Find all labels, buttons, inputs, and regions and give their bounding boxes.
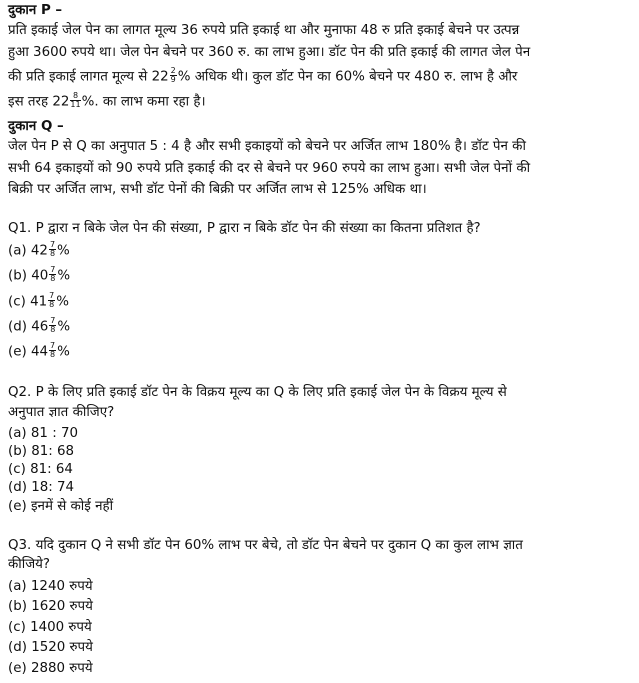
shop-p-line-4-post: %. का लाभ कमा रहा है। [81,94,206,110]
shop-q-heading: दुकान Q – [8,119,64,134]
shop-p-line-1: प्रति इकाई जेल पेन का लागत मूल्य 36 रुपये प्रति इकाई था और मुनाफा 48 रु प्रति इकाई बेचने पर उत्पन्न [8,23,520,38]
q2-option-d: (d) 18: 74 [8,480,75,495]
q3-text-line-2: कीजिये? [8,557,51,572]
fraction-7-8: $\frac{7}{8}$ [49,240,56,258]
fraction-7-8: $\frac{7}{8}$ [50,316,56,334]
q2-option-b: (b) 81: 68 [8,444,75,459]
q2-option-e: (e) इनमें से कोई नहीं [8,499,114,514]
q3-option-c: (c) 1400 रुपये [8,620,92,635]
shop-q-line-2: सभी 64 इकाइयों को 90 रुपये प्रति इकाई की दर से बेचने पर 960 रुपये का लाभ हुआ। सभी जेल पेनों की [8,161,531,176]
fraction-2-9: $\frac{2}{9}$ [170,66,176,84]
q3-option-d: (d) 1520 रुपये [8,640,93,655]
shop-p-line-3 [8,68,517,87]
q2-text-line-1: Q2. P के लिए प्रति इकाई डॉट पेन के विक्रय मूल्य का Q के लिए प्रति इकाई जेल पेन के विक्रय मूल्य से [8,385,507,400]
q2-text-line-2: अनुपात ज्ञात कीजिए? [8,405,115,420]
fraction-7-8: $\frac{7}{8}$ [49,291,55,309]
shop-p-line-4-pre: इस तरह 22 [8,94,70,110]
shop-p-line-3-post: % अधिक थी। कुल डॉट पेन का 60% बेचने पर 480 रु. लाभ है और [177,69,518,85]
shop-p-heading: दुकान P – [8,3,63,18]
q2-option-a: (a) 81 : 70 [8,426,79,441]
q1-text: Q1. P द्वारा न बिके जेल पेन की संख्या, P द्वारा न बिके डॉट पेन की संख्या का कितना प्रतिशत है? [8,221,481,236]
fraction-7-8: $\frac{7}{8}$ [50,265,56,283]
q1-option-b: (b) 40 $\frac{7}{8}$ % [8,265,71,284]
q3-text-line-1: Q3. यदि दुकान Q ने सभी डॉट पेन 60% लाभ पर बेचे, तो डॉट पेन बेचने पर दुकान Q का कुल लाभ ज्ञात [8,538,523,553]
q1-option-d: (d) 46 $\frac{7}{8}$ % [8,316,71,335]
q3-option-e: (e) 2880 रुपये [8,661,93,676]
shop-p-line-2: हुआ 3600 रुपये था। जेल पेन बेचने पर 360 रु. का लाभ हुआ। डॉट पेन की प्रति इकाई की लागत जेल पेन [8,45,531,60]
shop-q-line-1: जेल पेन P से Q का अनुपात 5 : 4 है और सभी इकाइयों को बेचने पर अर्जित लाभ 180% है। डॉट पेन की [8,139,526,154]
shop-p-line-3-pre: की प्रति इकाई लागत मूल्य से 22 [8,69,169,85]
q3-option-b: (b) 1620 रुपये [8,599,93,614]
q1-option-e: (e) 44 $\frac{7}{8}$ % [8,341,70,360]
shop-p-line-4 [8,93,206,112]
q1-option-a: (a) 42 $\frac{7}{8}$ % [8,240,70,259]
fraction-7-8: $\frac{7}{8}$ [49,341,56,359]
q2-option-c: (c) 81: 64 [8,462,73,477]
q3-option-a: (a) 1240 रुपये [8,579,93,594]
q1-option-c: (c) 41 $\frac{7}{8}$ % [8,291,69,310]
fraction-8-11: $\frac{8}{11}$ [70,91,81,109]
shop-q-line-3: बिक्री पर अर्जित लाभ, सभी डॉट पेनों की बिक्री पर अर्जित लाभ से 125% अधिक था। [8,182,427,197]
